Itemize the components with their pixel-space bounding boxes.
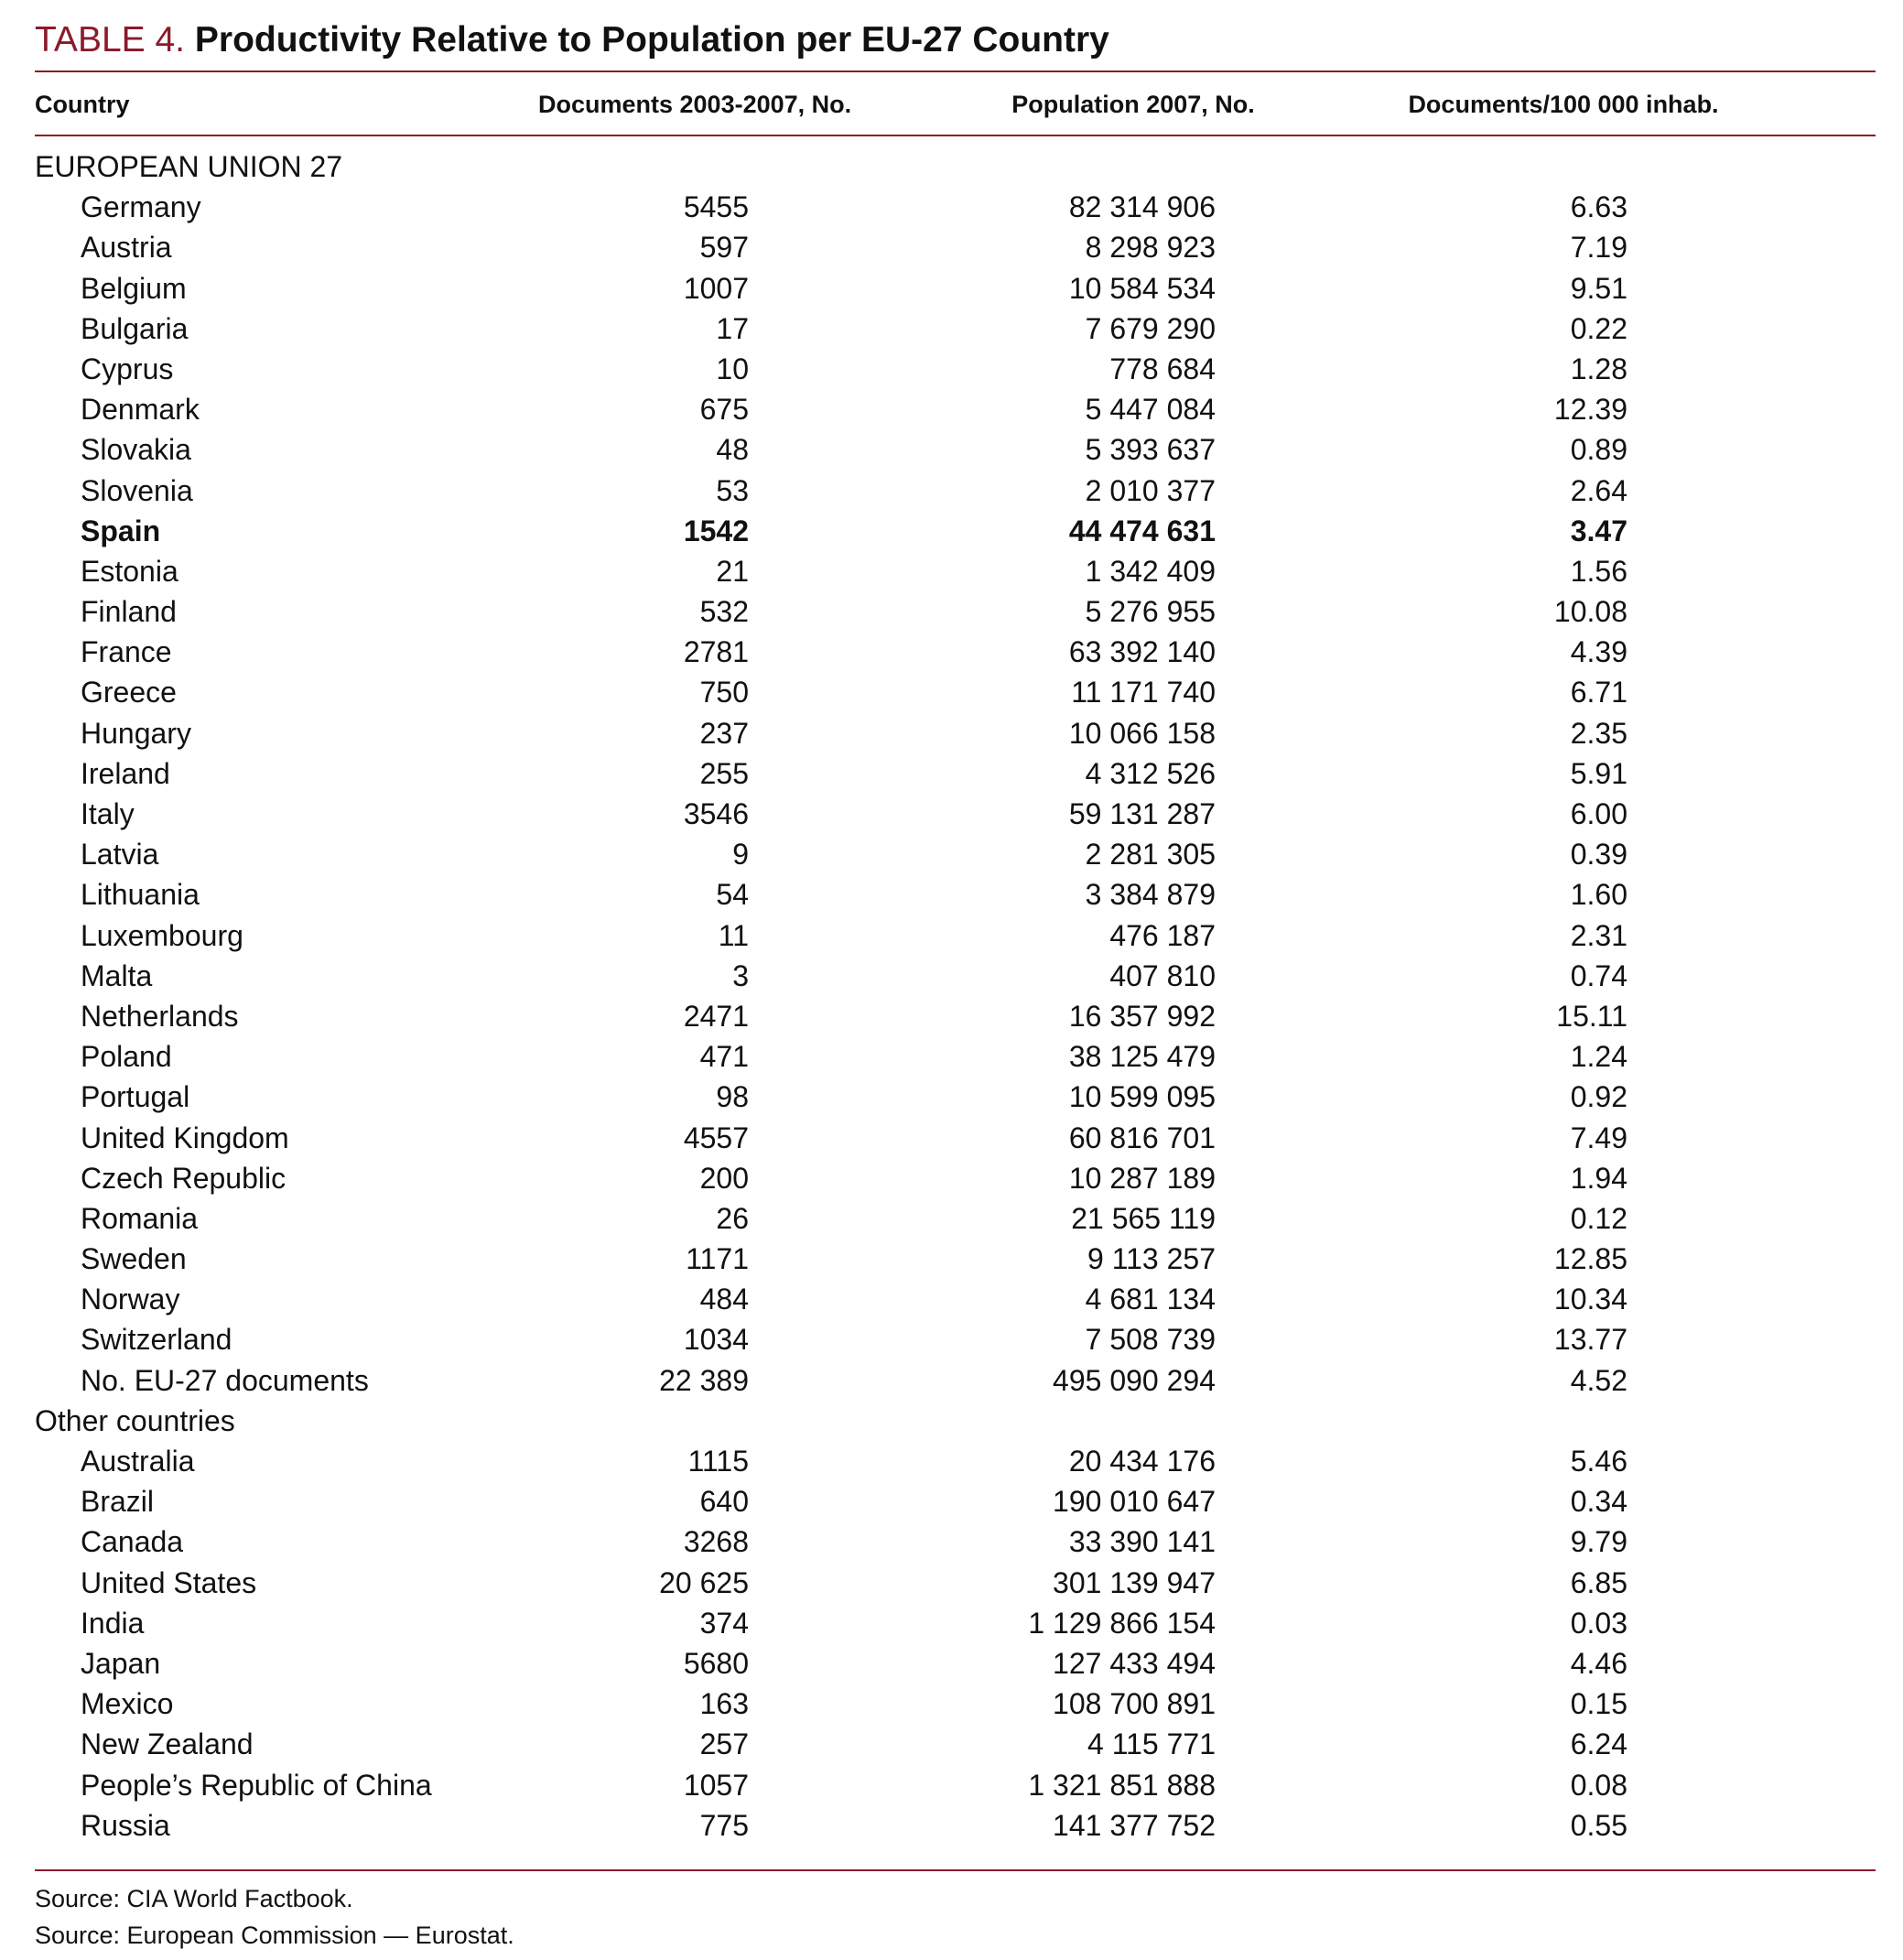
table-row — [35, 713, 1876, 753]
header-population: Population 2007, No. — [1011, 91, 1255, 118]
cell-documents: 48 — [716, 433, 749, 467]
cell-country: New Zealand — [81, 1727, 254, 1761]
cell-population: 108 700 891 — [1053, 1687, 1216, 1721]
cell-rate: 1.56 — [1570, 554, 1627, 588]
cell-population: 60 816 701 — [1068, 1121, 1216, 1154]
section-heading — [35, 146, 1876, 187]
cell-country: Canada — [81, 1525, 184, 1559]
cell-documents: 20 625 — [659, 1565, 749, 1599]
cell-rate: 2.35 — [1570, 716, 1627, 750]
table-row — [35, 996, 1876, 1036]
cell-documents: 54 — [716, 878, 749, 912]
cell-country: Netherlands — [81, 999, 239, 1033]
table-row — [35, 1521, 1876, 1562]
table-row — [35, 187, 1876, 227]
cell-rate: 3.47 — [1570, 514, 1627, 547]
cell-population: 1 342 409 — [1085, 554, 1216, 588]
cell-rate: 5.91 — [1570, 756, 1627, 790]
cell-documents: 26 — [716, 1201, 749, 1235]
cell-documents: 3546 — [683, 797, 749, 830]
cell-rate: 0.03 — [1570, 1606, 1627, 1640]
table-row — [35, 1441, 1876, 1481]
table-row — [35, 1724, 1876, 1764]
cell-population: 141 377 752 — [1053, 1808, 1216, 1842]
cell-documents: 1007 — [683, 271, 749, 305]
table-number: TABLE 4. — [35, 20, 186, 60]
cell-rate: 0.15 — [1570, 1687, 1627, 1721]
table-row — [35, 1805, 1876, 1846]
cell-country: Spain — [81, 514, 161, 547]
cell-population: 1 129 866 154 — [1028, 1606, 1216, 1640]
cell-population: 21 565 119 — [1071, 1201, 1216, 1235]
cell-documents: 11 — [718, 918, 749, 952]
cell-rate: 7.49 — [1570, 1121, 1627, 1154]
cell-country: Slovakia — [81, 433, 191, 467]
cell-population: 11 171 740 — [1071, 676, 1216, 709]
table-row — [35, 429, 1876, 470]
cell-country: No. EU-27 documents — [81, 1363, 369, 1397]
cell-population: 1 321 851 888 — [1028, 1768, 1216, 1802]
table-row — [35, 1077, 1876, 1117]
cell-documents: 597 — [699, 231, 749, 265]
cell-country: Finland — [81, 595, 177, 629]
section-label: EUROPEAN UNION 27 — [35, 150, 343, 183]
cell-rate: 9.79 — [1570, 1525, 1627, 1559]
cell-country: Czech Republic — [81, 1161, 287, 1195]
cell-population: 16 357 992 — [1068, 999, 1216, 1033]
table-row — [35, 1279, 1876, 1319]
table-row — [35, 1158, 1876, 1198]
cell-country: United Kingdom — [81, 1121, 289, 1154]
table-title-text: Productivity Relative to Population per EU-27 Country — [194, 20, 1109, 60]
source-note: Source: European Commission — Eurostat. — [35, 1922, 514, 1949]
cell-population: 3 384 879 — [1085, 878, 1216, 912]
cell-documents: 21 — [716, 554, 749, 588]
cell-country: Poland — [81, 1040, 172, 1074]
cell-population: 4 681 134 — [1085, 1283, 1216, 1316]
cell-rate: 0.22 — [1570, 311, 1627, 345]
cell-population: 127 433 494 — [1053, 1646, 1216, 1680]
cell-country: Switzerland — [81, 1323, 232, 1357]
table-row — [35, 551, 1876, 591]
table-row — [35, 1643, 1876, 1684]
table-row — [35, 672, 1876, 712]
cell-population: 8 298 923 — [1085, 231, 1216, 265]
cell-rate: 6.00 — [1570, 797, 1627, 830]
cell-country: Bulgaria — [81, 311, 189, 345]
source-note: Source: CIA World Factbook. — [35, 1885, 353, 1912]
table-row — [35, 389, 1876, 429]
cell-rate: 2.64 — [1570, 473, 1627, 507]
cell-country: Romania — [81, 1201, 199, 1235]
cell-rate: 10.08 — [1553, 595, 1627, 629]
table-row — [35, 1036, 1876, 1077]
table-row — [35, 511, 1876, 551]
cell-population: 38 125 479 — [1068, 1040, 1216, 1074]
section-heading — [35, 1401, 1876, 1441]
table-row — [35, 1360, 1876, 1401]
cell-rate: 0.74 — [1570, 958, 1627, 992]
cell-country: Hungary — [81, 716, 191, 750]
cell-country: Malta — [81, 958, 153, 992]
cell-rate: 1.94 — [1570, 1161, 1627, 1195]
cell-rate: 15.11 — [1556, 999, 1627, 1033]
cell-documents: 775 — [699, 1808, 749, 1842]
cell-documents: 5680 — [683, 1646, 749, 1680]
cell-documents: 1057 — [683, 1768, 749, 1802]
table-row — [35, 1481, 1876, 1521]
table-row — [35, 349, 1876, 389]
cell-documents: 10 — [716, 352, 749, 385]
table-row — [35, 874, 1876, 915]
bottom-rule — [35, 1869, 1876, 1871]
header-rate: Documents/100 000 inhab. — [1408, 91, 1719, 118]
cell-documents: 471 — [699, 1040, 749, 1074]
cell-population: 778 684 — [1109, 352, 1216, 385]
table-row — [35, 268, 1876, 309]
cell-documents: 163 — [699, 1687, 749, 1721]
cell-documents: 1171 — [686, 1242, 749, 1276]
cell-documents: 374 — [699, 1606, 749, 1640]
table-row — [35, 1684, 1876, 1724]
table-row — [35, 915, 1876, 956]
cell-rate: 0.08 — [1570, 1768, 1627, 1802]
table-row — [35, 1603, 1876, 1643]
cell-rate: 6.24 — [1570, 1727, 1627, 1761]
cell-rate: 6.85 — [1570, 1565, 1627, 1599]
table-row — [35, 753, 1876, 794]
cell-population: 10 287 189 — [1068, 1161, 1216, 1195]
table-row — [35, 834, 1876, 874]
cell-rate: 1.28 — [1570, 352, 1627, 385]
cell-country: Cyprus — [81, 352, 174, 385]
cell-country: Slovenia — [81, 473, 193, 507]
table-row — [35, 227, 1876, 267]
cell-documents: 484 — [699, 1283, 749, 1316]
cell-country: Norway — [81, 1283, 180, 1316]
cell-documents: 2781 — [683, 635, 749, 669]
cell-documents: 640 — [699, 1485, 749, 1519]
cell-documents: 3 — [732, 958, 749, 992]
section-label: Other countries — [35, 1403, 235, 1437]
cell-population: 7 508 739 — [1085, 1323, 1216, 1357]
cell-country: Belgium — [81, 271, 187, 305]
cell-rate: 5.46 — [1570, 1445, 1627, 1478]
cell-rate: 9.51 — [1570, 271, 1627, 305]
cell-population: 7 679 290 — [1085, 311, 1216, 345]
header-country: Country — [35, 91, 130, 118]
cell-country: Luxembourg — [81, 918, 243, 952]
cell-population: 20 434 176 — [1068, 1445, 1216, 1478]
cell-rate: 4.46 — [1570, 1646, 1627, 1680]
cell-documents: 1115 — [687, 1445, 749, 1478]
cell-population: 33 390 141 — [1068, 1525, 1216, 1559]
cell-rate: 13.77 — [1553, 1323, 1627, 1357]
cell-rate: 0.92 — [1570, 1080, 1627, 1114]
cell-population: 9 113 257 — [1087, 1242, 1216, 1276]
cell-population: 10 584 534 — [1068, 271, 1216, 305]
cell-documents: 750 — [699, 676, 749, 709]
header-rule — [35, 135, 1876, 136]
cell-documents: 9 — [732, 838, 749, 872]
cell-country: Greece — [81, 676, 177, 709]
cell-population: 476 187 — [1109, 918, 1216, 952]
table-row — [35, 1118, 1876, 1158]
cell-rate: 2.31 — [1570, 918, 1627, 952]
cell-country: Italy — [81, 797, 135, 830]
header-documents: Documents 2003-2007, No. — [538, 91, 852, 118]
cell-rate: 12.39 — [1553, 393, 1627, 427]
cell-population: 4 312 526 — [1085, 756, 1216, 790]
table-row — [35, 1563, 1876, 1603]
cell-rate: 0.34 — [1570, 1485, 1627, 1519]
cell-population: 190 010 647 — [1053, 1485, 1216, 1519]
table-title — [35, 13, 1109, 68]
cell-rate: 0.89 — [1570, 433, 1627, 467]
cell-country: Estonia — [81, 554, 178, 588]
cell-rate: 0.55 — [1570, 1808, 1627, 1842]
cell-population: 2 281 305 — [1085, 838, 1216, 872]
cell-population: 5 447 084 — [1085, 393, 1216, 427]
cell-population: 82 314 906 — [1068, 190, 1216, 224]
cell-rate: 0.39 — [1570, 838, 1627, 872]
cell-country: United States — [81, 1565, 257, 1599]
table-row — [35, 632, 1876, 672]
cell-rate: 6.63 — [1570, 190, 1627, 224]
cell-documents: 257 — [699, 1727, 749, 1761]
cell-documents: 200 — [699, 1161, 749, 1195]
cell-country: Ireland — [81, 756, 170, 790]
cell-country: Sweden — [81, 1242, 187, 1276]
cell-country: India — [81, 1606, 145, 1640]
cell-documents: 532 — [699, 595, 749, 629]
cell-population: 10 066 158 — [1068, 716, 1216, 750]
cell-country: Lithuania — [81, 878, 200, 912]
table-row — [35, 1319, 1876, 1359]
table-body — [35, 146, 1876, 1846]
cell-rate: 7.19 — [1570, 231, 1627, 265]
cell-population: 63 392 140 — [1068, 635, 1216, 669]
cell-rate: 6.71 — [1570, 676, 1627, 709]
cell-population: 5 393 637 — [1085, 433, 1216, 467]
cell-rate: 1.24 — [1570, 1040, 1627, 1074]
cell-documents: 4557 — [683, 1121, 749, 1154]
cell-documents: 22 389 — [659, 1363, 749, 1397]
cell-rate: 0.12 — [1570, 1201, 1627, 1235]
cell-documents: 255 — [699, 756, 749, 790]
cell-rate: 1.60 — [1570, 878, 1627, 912]
cell-population: 59 131 287 — [1068, 797, 1216, 830]
cell-documents: 5455 — [683, 190, 749, 224]
cell-country: France — [81, 635, 172, 669]
table-row — [35, 1198, 1876, 1239]
cell-population: 407 810 — [1109, 958, 1216, 992]
cell-population: 44 474 631 — [1068, 514, 1216, 547]
cell-population: 10 599 095 — [1068, 1080, 1216, 1114]
cell-country: Denmark — [81, 393, 200, 427]
cell-documents: 53 — [716, 473, 749, 507]
cell-country: Australia — [81, 1445, 195, 1478]
cell-country: Germany — [81, 190, 201, 224]
cell-population: 2 010 377 — [1085, 473, 1216, 507]
cell-country: Brazil — [81, 1485, 155, 1519]
cell-country: Mexico — [81, 1687, 174, 1721]
cell-documents: 237 — [699, 716, 749, 750]
cell-documents: 17 — [716, 311, 749, 345]
table-row — [35, 956, 1876, 996]
cell-rate: 12.85 — [1553, 1242, 1627, 1276]
table-row — [35, 309, 1876, 349]
table-row — [35, 471, 1876, 511]
cell-population: 495 090 294 — [1053, 1363, 1216, 1397]
table-row — [35, 1765, 1876, 1805]
cell-rate: 10.34 — [1553, 1283, 1627, 1316]
cell-country: Russia — [81, 1808, 170, 1842]
cell-country: Latvia — [81, 838, 159, 872]
top-rule — [35, 70, 1876, 72]
cell-population: 4 115 771 — [1087, 1727, 1216, 1761]
cell-documents: 2471 — [683, 999, 749, 1033]
cell-population: 301 139 947 — [1053, 1565, 1216, 1599]
cell-population: 5 276 955 — [1085, 595, 1216, 629]
cell-documents: 675 — [699, 393, 749, 427]
cell-documents: 98 — [716, 1080, 749, 1114]
table-row — [35, 794, 1876, 834]
table-header — [35, 80, 1876, 129]
cell-rate: 4.52 — [1570, 1363, 1627, 1397]
cell-country: Portugal — [81, 1080, 190, 1114]
table-row — [35, 1239, 1876, 1279]
cell-country: Japan — [81, 1646, 161, 1680]
cell-documents: 1034 — [683, 1323, 749, 1357]
cell-documents: 3268 — [683, 1525, 749, 1559]
table-row — [35, 591, 1876, 632]
cell-country: Austria — [81, 231, 172, 265]
cell-documents: 1542 — [683, 514, 749, 547]
cell-country: People’s Republic of China — [81, 1768, 432, 1802]
cell-rate: 4.39 — [1570, 635, 1627, 669]
